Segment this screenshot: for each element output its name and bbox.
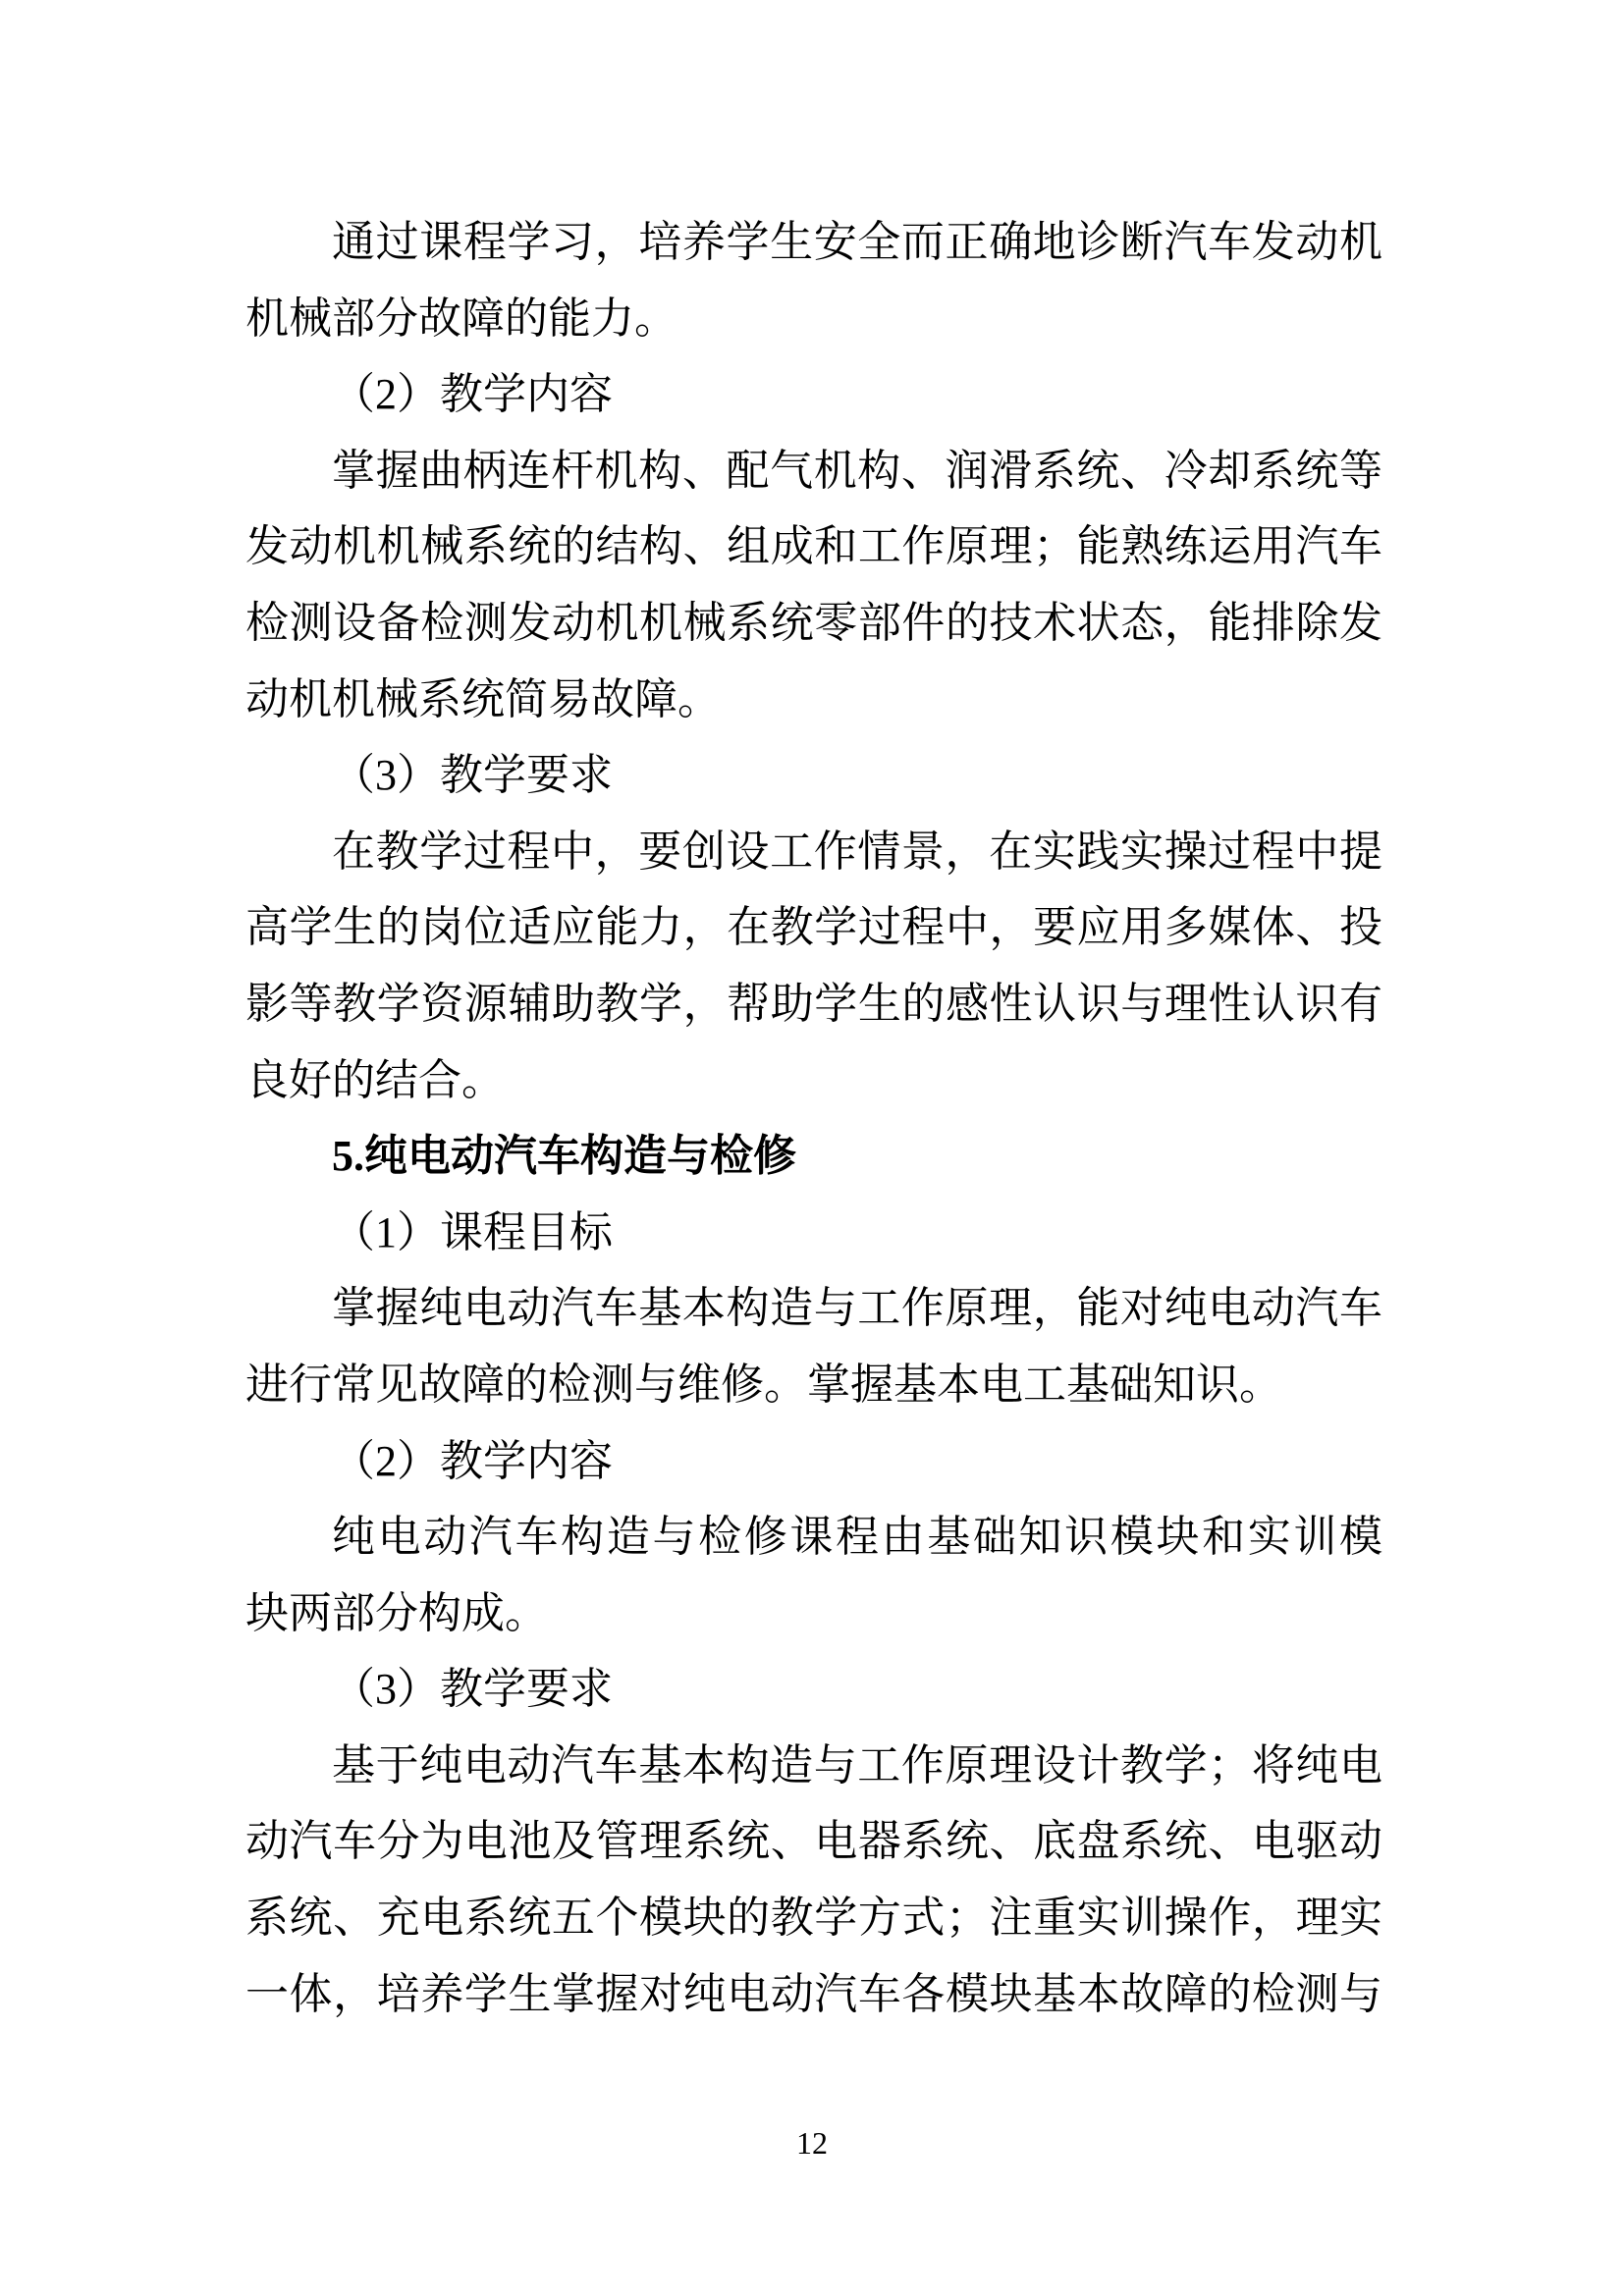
text-line: 掌握曲柄连杆机构、配气机构、润滑系统、冷却系统等 [332,446,1382,495]
paragraph [245,814,1382,1118]
paragraph [245,1270,1382,1422]
page-footer [0,2125,1624,2161]
text-line: 块两部分构成。 [245,1588,548,1637]
text-line: 基于纯电动汽车基本构造与工作原理设计教学；将纯电 [332,1740,1382,1789]
text-line: 动机机械系统简易故障。 [245,674,721,723]
text-line: 在教学过程中，要创设工作情景，在实践实操过程中提 [332,827,1382,876]
text-line: （3）教学要求 [332,751,613,800]
page-number: 12 [796,2125,828,2161]
paragraph [245,1728,1382,2032]
paragraph [245,1195,1382,1271]
text-line: （2）教学内容 [332,370,613,419]
text-line: 动汽车分为电池及管理系统、电器系统、底盘系统、电驱动 [245,1817,1382,1866]
text-line: 掌握纯电动汽车基本构造与工作原理，能对纯电动汽车 [332,1284,1382,1333]
text-line: 发动机机械系统的结构、组成和工作原理；能熟练运用汽车 [245,522,1382,571]
text-line: （2）教学内容 [332,1436,613,1485]
section-heading-line: 5.纯电动汽车构造与检修 [332,1132,796,1181]
section-heading [245,1118,1382,1195]
text-line: 检测设备检测发动机机械系统零部件的技术状态，能排除发 [245,598,1382,647]
text-line: 高学生的岗位适应能力，在教学过程中，要应用多媒体、投 [245,903,1382,952]
text-line: 良好的结合。 [245,1055,505,1104]
paragraph [245,356,1382,433]
paragraph [245,204,1382,356]
paragraph [245,1423,1382,1500]
text-line: 通过课程学习，培养学生安全而正确地诊断汽车发动机 [332,218,1382,266]
paragraph [245,433,1382,737]
text-line: 一体，培养学生掌握对纯电动汽车各模块基本故障的检测与 [245,1969,1382,2018]
text-line: 系统、充电系统五个模块的教学方式；注重实训操作，理实 [245,1894,1382,1943]
text-line: 机械部分故障的能力。 [245,294,677,343]
text-line: 进行常见故障的检测与维修。掌握基本电工基础知识。 [245,1360,1282,1409]
text-line: （1）课程目标 [332,1207,613,1256]
text-line: 纯电动汽车构造与检修课程由基础知识模块和实训模 [332,1513,1382,1562]
text-line: （3）教学要求 [332,1665,613,1714]
paragraph [245,737,1382,814]
document-body [245,204,1382,2032]
text-line: 影等教学资源辅助教学，帮助学生的感性认识与理性认识有 [245,979,1382,1028]
paragraph [245,1499,1382,1651]
paragraph [245,1651,1382,1728]
